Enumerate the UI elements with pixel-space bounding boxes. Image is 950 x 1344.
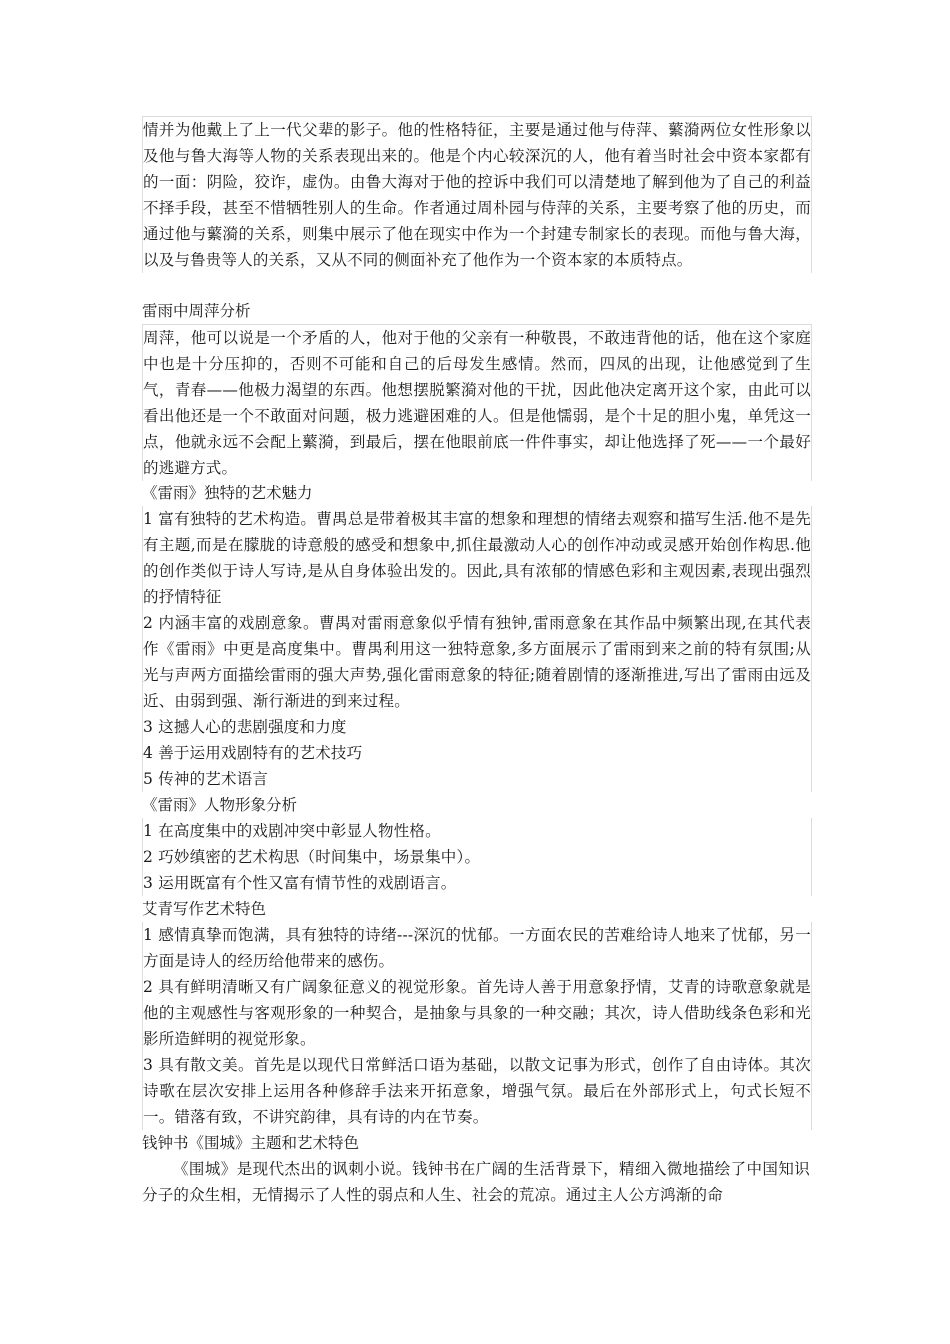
characters-item-1: 1 在高度集中的戏剧冲突中彰显人物性格。: [143, 822, 441, 840]
characters-heading: 《雷雨》人物形象分析: [142, 796, 298, 814]
weicheng-paragraph: 《围城》是现代杰出的讽刺小说。钱钟书在广阔的生活背景下，精细入微地描绘了中国知识分子的众生相，无情揭示了人性的弱点和人生、社会的荒凉。通过主人公方鸿渐的命: [142, 1160, 810, 1204]
charm-item-1: 1 富有独特的艺术构造。曹禺总是带着极其丰富的想象和理想的情绪去观察和描写生活.他不是先有主题,而是在朦胧的诗意般的感受和想象中,抓住最激动人心的创作冲动或灵感开始创作构思.他的创作类似于诗人写诗,是从自身体验出发的。因此,具有浓郁的情感色彩和主观因素,表现出强烈的抒情特征: [143, 510, 811, 606]
weicheng-section: [142, 1156, 810, 1208]
aiqing-list: [142, 922, 812, 1130]
charm-item-2: 2 内涵丰富的戏剧意象。曹禺对雷雨意象似乎情有独钟,雷雨意象在其作品中频繁出现,在其代表作《雷雨》中更是高度集中。曹禺利用这一独特意象,多方面展示了雷雨到来之前的特有氛围;从光与声两方面描绘雷雨的强大声势,强化雷雨意象的特征;随着剧情的逐渐推进,写出了雷雨由远及近、由弱到强、渐行渐进的到来过程。: [143, 614, 811, 710]
weicheng-heading: 钱钟书《围城》主题和艺术特色: [142, 1134, 360, 1152]
zhou-puyuan-analysis-box: [142, 116, 812, 273]
charm-item-3: 3 这撼人心的悲剧强度和力度: [143, 718, 347, 736]
aiqing-heading: 艾青写作艺术特色: [142, 900, 267, 918]
characters-item-3: 3 运用既富有个性又富有情节性的戏剧语言。: [143, 874, 457, 892]
zhouping-analysis-box: [142, 324, 812, 481]
charm-heading: 《雷雨》独特的艺术魅力: [142, 484, 313, 502]
aiqing-item-3: 3 具有散文美。首先是以现代日常鲜活口语为基础，以散文记事为形式，创作了自由诗体。其次诗歌在层次安排上运用各种修辞手法来开拓意象，增强气氛。最后在外部形式上，句式长短不一。错落有致，不讲究韵律，具有诗的内在节奏。: [143, 1056, 811, 1126]
aiqing-item-2: 2 具有鲜明清晰又有广阔象征意义的视觉形象。首先诗人善于用意象抒情，艾青的诗歌意象就是他的主观感性与客观形象的一种契合，是抽象与具象的一种交融；其次，诗人借助线条色彩和光影所造鲜明的视觉形象。: [143, 978, 811, 1048]
characters-list: [142, 818, 812, 896]
charm-list: [142, 506, 812, 792]
zhouping-paragraph: 周萍，他可以说是一个矛盾的人，他对于他的父亲有一种敬畏，不敢违背他的话，他在这个家庭中也是十分压抑的，否则不可能和自己的后母发生感情。然而，四凤的出现，让他感觉到了生气，青春——他极力渴望的东西。他想摆脱繁漪对他的干扰，因此他决定离开这个家，由此可以看出他还是一个不敢面对问题，极力逃避困难的人。但是他懦弱，是个十足的胆小鬼，单凭这一点，他就永远不会配上蘩漪，到最后，摆在他眼前底一件件事实，却让他选择了死——一个最好的逃避方式。: [143, 329, 811, 477]
zhou-puyuan-paragraph: 情并为他戴上了上一代父辈的影子。他的性格特征，主要是通过他与侍萍、蘩漪两位女性形象以及他与鲁大海等人物的关系表现出来的。他是个内心较深沉的人，他有着当时社会中资本家都有的一面：阴险，狡诈，虚伪。由鲁大海对于他的控诉中我们可以清楚地了解到他为了自己的利益不择手段，甚至不惜牺牲别人的生命。作者通过周朴园与侍萍的关系，主要考察了他的历史，而通过他与蘩漪的关系，则集中展示了他在现实中作为一个封建专制家长的表现。而他与鲁大海，以及与鲁贵等人的关系，又从不同的侧面补充了他作为一个资本家的本质特点。: [143, 121, 811, 269]
aiqing-item-1: 1 感情真挚而饱满，具有独特的诗绪---深沉的忧郁。一方面农民的苦难给诗人地来了忧郁，另一方面是诗人的经历给他带来的感伤。: [143, 926, 811, 970]
zhouping-heading: 雷雨中周萍分析: [142, 302, 251, 320]
characters-item-2: 2 巧妙缜密的艺术构思（时间集中，场景集中）。: [143, 848, 481, 866]
charm-item-4: 4 善于运用戏剧特有的艺术技巧: [143, 744, 363, 762]
charm-item-5: 5 传神的艺术语言: [143, 770, 269, 788]
